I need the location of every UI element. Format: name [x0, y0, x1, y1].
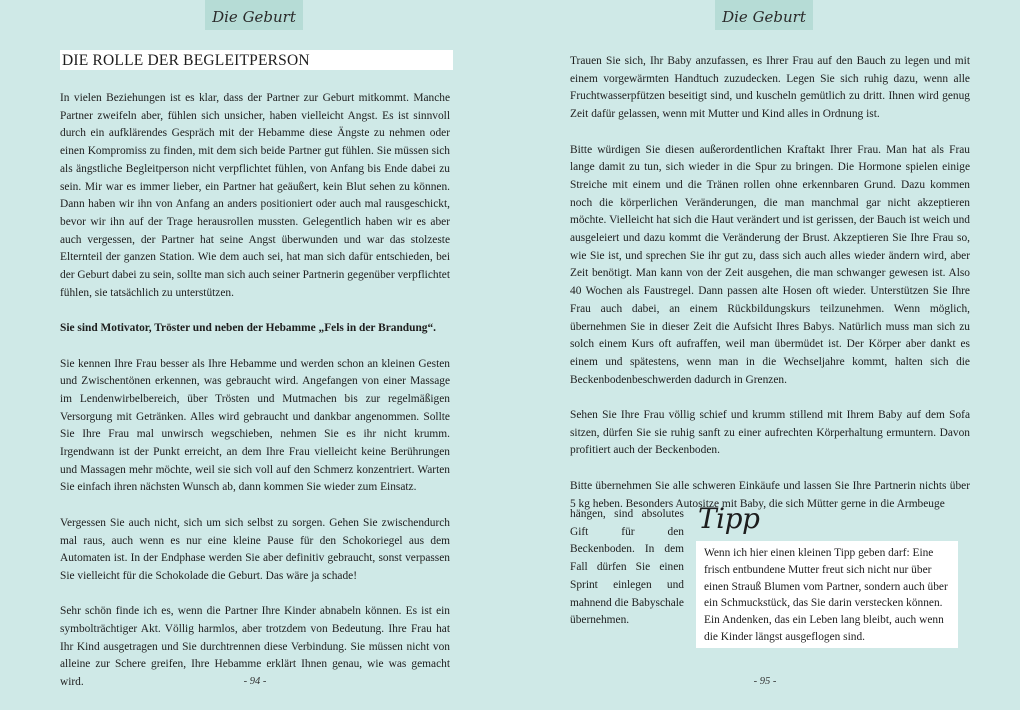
paragraph-1: Trauen Sie sich, Ihr Baby anzufassen, es Ihrer Frau auf den Bauch zu legen und mit einem vorgewärmten Handtuch zuzudecken. Legen Sie sich ruhig dazu, wenn alle Fruchtwasserpfützen beseitigt sind, und kuscheln gemütlich zu dritt. Ihnen wird genug Zeit dafür gelassen, wenn mit Mutter und Kind alles in Ordnung ist. [570, 55, 970, 121]
paragraph-4: Vergessen Sie auch nicht, sich um sich selbst zu sorgen. Gehen Sie zwischendurch mal raus, auch wenn es nur eine kleine Pause für den Schokoriegel aus dem Automaten ist. In der Endphase werden Sie aber definitiv gebraucht, sonst verpassen Sie vielleicht für die Schokolade die Geburt. Das wäre ja schade! [60, 516, 450, 582]
paragraph-1: In vielen Beziehungen ist es klar, dass der Partner zur Geburt mitkommt. Manche Partner zweifeln aber, fühlen sich unsicher, haben vielleicht Angst. Es ist sinnvoll durch ein aufklärendes Gespräch mit der Hebamme diese Ängste zu nehmen oder einen Kompromiss zu finden, mit dem sich beide Partner gut fühlen. Sie müssen sich als ängstliche Begleitperson nicht verpflichtet fühlen, von Anfang bis Ende dabei zu sein. Mir war es immer lieber, ein Partner hat geäußert, kein Blut sehen zu können. Dann haben wir ihn von Anfang an anders positioniert oder auch mal rausgeschickt, bevor wir ihn auf der Trage herausrollen mussten. Gelegentlich haben wir es aber auch vergessen, der Partner hat seine Angst überwunden und war das stolzeste Elternteil der ganzen Station. Wie dem auch sei, hat man sich dafür entschieden, bei der Geburt dabei zu sein, sollte man sich auch seiner Partnerin gegenüber verpflichtet fühlen, sie tatsächlich zu unterstützen. [60, 92, 450, 299]
paragraph-4: Bitte übernehmen Sie alle schweren Einkäufe und lassen Sie Ihre Partnerin nichts über 5 kg heben. Besonders Autositze mit Baby, die sich Mütter gerne in die Armbeuge [570, 479, 970, 510]
left-body-text [60, 90, 450, 710]
tipp-heading: Tipp [698, 502, 760, 535]
paragraph-bold: Sie sind Motivator, Tröster und neben der Hebamme „Fels in der Brandung“. [60, 322, 437, 335]
paragraph-3: Sehen Sie Ihre Frau völlig schief und krumm stillend mit Ihrem Baby auf dem Sofa sitzen, dürfen Sie sie ruhig sanft zu einer aufrechten Körperhaltung ermuntern. Davon profitiert auch der Beckenboden. [570, 409, 970, 457]
tipp-box: Wenn ich hier einen kleinen Tipp geben darf: Eine frisch entbundene Mutter freut sich nicht nur über einen Strauß Blumen vom Partner, sondern auch über ein Schmuckstück, das Sie darin verstecken können. Ein Andenken, das ein Leben lang bleibt, auch wenn die Kinder längst ausgeflogen sind. [696, 541, 958, 648]
right-page [510, 0, 1020, 708]
float-text-column: hängen, sind absolutes Gift für den Beckenboden. In dem Fall dürfen Sie einen Sprint einlegen und mahnend die Babyschale übernehmen. [570, 508, 684, 627]
paragraph-5: Sehr schön finde ich es, wenn die Partner Ihre Kinder abnabeln können. Es ist ein symbolträchtiger Akt. Völlig harmlos, aber trotzdem von Bedeutung. Ihre Frau hat Ihr Kind ausgetragen und Sie durchtrennen diese Verbindung. Sie müssen nicht von alleine zur Schere greifen, Ihre Hebamme erklärt Ihnen genau, wie was gemacht wird. [60, 605, 450, 689]
running-header-right: Die Geburt [715, 0, 813, 30]
paragraph-2: Bitte würdigen Sie diesen außerordentlichen Kraftakt Ihrer Frau. Man hat als Frau lange damit zu tun, sich wieder in die Spur zu bringen. Die Hormone spielen einige Streiche mit einem und die Tränen rollen ohne erkennbaren Grund. Dazu kommen noch die körperlichen Veränderungen, die man manchmal gar nicht akzeptieren möchte. Vielleicht hat sich die Haut verändert und ist gerissen, der Bauch ist weich und ausgeleiert und dazu kommt die Veränderung der Brust. Akzeptieren Sie Ihre Frau so, wie Sie ist, und sprechen Sie ihr gut zu, dass sich auch alles wieder ändern wird, aber Zeit benötigt. Man kann von der Zeit ausgehen, die man schwanger gewesen ist. Also 40 Wochen als Faustregel. Dann passen alte Hosen oft wieder. Unterstützen Sie Ihre Frau auch dabei, an einem Rückbildungskurs teilzunehmen. Wenn möglich, übernehmen Sie in dieser Zeit die Aufsicht Ihres Babys. Natürlich muss man sich zu solch einem Kurs oft aufraffen, weil man übermüdet ist. Der Körper aber dankt es einem und spätestens, wenn man in die Wechseljahre kommt, halten sich die Beckenbodenbeschwerden dadurch in Grenzen. [570, 143, 970, 386]
right-body-text [570, 53, 970, 513]
page-number-right: - 95 - [753, 676, 777, 687]
left-page [0, 0, 510, 708]
paragraph-3: Sie kennen Ihre Frau besser als Ihre Hebamme und werden schon an kleinen Gesten und Zwischentönen erkennen, was gebraucht wird. Angefangen von einer Massage im Lendenwirbelbereich, über Trösten und Mutmachen bis zur regelmäßigen Versorgung mit Getränken. Alles wird gebraucht und dankbar angenommen. Sollte Sie Ihre Frau mal unwirsch wegschieben, nehmen Sie es ihr nicht krumm. Irgendwann ist der Punkt erreicht, an dem Ihre Frau vielleicht keine Berührungen und Massagen mehr möchte, weil sie sich voll auf den Schmerz konzentriert. Warten Sie einfach ihren nächsten Wunsch ab, dann kommen Sie wieder zum Einsatz. [60, 357, 450, 494]
running-header-left: Die Geburt [205, 0, 303, 30]
page-number-left: - 94 - [243, 676, 267, 687]
chapter-title: DIE ROLLE DER BEGLEITPERSON [60, 50, 453, 70]
